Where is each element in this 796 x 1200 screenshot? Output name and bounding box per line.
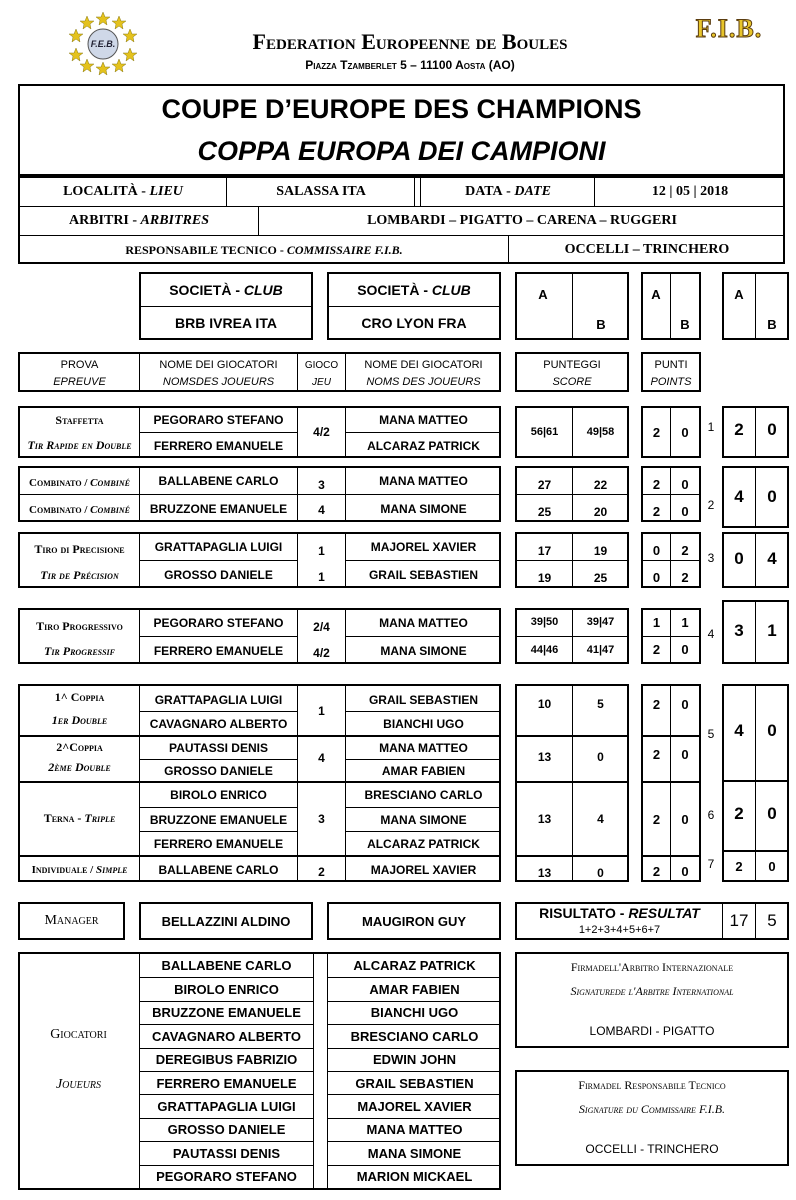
event4-total-b: 1 <box>767 621 777 640</box>
tech-signature-names: OCCELLI - TRINCHERO <box>585 1142 719 1156</box>
team-a-player: CAVAGNARO ALBERTO <box>140 1024 313 1047</box>
event6-score-a: 13 <box>537 812 552 826</box>
referees-value: LOMBARDI – PIGATTO – CARENA – RUGGERI <box>367 213 677 228</box>
event2-player-a2: BRUZZONE EMANUELE <box>149 502 288 516</box>
event3-score-a2: 19 <box>537 571 552 585</box>
score-b-letter: B <box>596 316 606 332</box>
event5-player-a2: CAVAGNARO ALBERTO <box>149 717 288 731</box>
event4-game-2: 4/2 <box>313 646 330 660</box>
event5-points-2a: 2 <box>652 746 661 762</box>
event5-total-b: 0 <box>767 721 777 740</box>
event5-player-a1: GRATTAPAGLIA LUIGI <box>154 693 283 707</box>
event5-score-2a: 13 <box>537 750 552 764</box>
team-b-club-label: SOCIETÀ - CLUB <box>357 282 471 298</box>
event3-points-b2: 2 <box>681 569 689 585</box>
event4-number: 4 <box>707 627 715 641</box>
team-a-name: BRB IVREA ITA <box>175 315 277 331</box>
event4-score-a2: 44|46 <box>530 644 559 656</box>
event4-points-b2: 0 <box>681 641 689 657</box>
feb-logo-text: F.E.B. <box>90 39 116 49</box>
team-b-player: EDWIN JOHN <box>328 1048 501 1071</box>
event4-score-b2: 41|47 <box>586 644 615 656</box>
col-punteggi: PUNTEGGI <box>543 359 601 371</box>
event5-player-b1: GRAIL SEBASTIEN <box>368 693 479 707</box>
event5-player-b3: MANA MATTEO <box>379 741 468 755</box>
event2-score-a2: 25 <box>537 505 552 519</box>
event3-points-b1: 2 <box>681 542 689 558</box>
event3-game-1: 1 <box>318 544 325 558</box>
event3-score-b1: 19 <box>593 544 608 558</box>
referee-signature-names: LOMBARDI - PIGATTO <box>589 1024 715 1038</box>
col-nome-b: NOME DEI GIOCATORI <box>364 359 483 371</box>
event5-total-a: 4 <box>734 721 744 740</box>
event5-points-1b: 0 <box>681 696 689 712</box>
event7-label: Individuale / Simple <box>31 864 128 876</box>
event1-number: 1 <box>707 420 715 434</box>
event3-label-it: Tiro di Precisione <box>34 541 125 556</box>
event4-label-fr: Tir Progressif <box>43 643 116 658</box>
team-a-player: FERRERO EMANUELE <box>140 1071 313 1094</box>
players-label-it: Giocatori <box>50 1027 107 1042</box>
result-b: 5 <box>767 911 777 930</box>
event1-points-b: 0 <box>681 424 689 440</box>
event5-couple2-fr: 2ème Double <box>48 759 111 774</box>
event1-score-b: 49|58 <box>586 426 615 438</box>
event1-label-fr: Tir Rapide en Double <box>27 437 132 452</box>
event4-total-a: 3 <box>734 621 744 640</box>
event2-score-a1: 27 <box>537 478 552 492</box>
manager-b: MAUGIRON GUY <box>362 913 466 929</box>
event5-player-a4: GROSSO DANIELE <box>164 764 273 778</box>
event5-points-1a: 2 <box>652 696 661 712</box>
team-b-player: AMAR FABIEN <box>328 977 501 1000</box>
location-value: SALASSA ITA <box>276 184 366 199</box>
col-points: POINTS <box>650 376 692 388</box>
event5-player-b4: AMAR FABIEN <box>381 764 466 778</box>
referees-label: ARBITRI - ARBITRES <box>68 213 210 228</box>
event5-points-2b: 0 <box>681 746 689 762</box>
col-noms-a: NOMSDES JOUEURS <box>162 376 275 388</box>
event2-player-a1: BALLABENE CARLO <box>158 474 279 488</box>
event5-score-1a: 10 <box>537 697 552 711</box>
event3-number: 3 <box>707 551 715 565</box>
event5-score-2b: 0 <box>597 750 604 764</box>
event7-total-a: 2 <box>735 858 743 874</box>
event2-game-1: 3 <box>318 478 325 492</box>
event7-player-a1: BALLABENE CARLO <box>158 863 279 877</box>
event4-score-a1: 39|50 <box>530 616 559 628</box>
event6-total-b: 0 <box>767 804 777 823</box>
team-b-name: CRO LYON FRA <box>361 315 467 331</box>
tech-label: RESPONSABILE TECNICO - COMMISSAIRE F.I.B. <box>125 242 403 257</box>
fib-logo-text: F.I.B. <box>695 14 763 43</box>
event1-game: 4/2 <box>313 425 330 439</box>
col-nome-a: NOME DEI GIOCATORI <box>159 359 278 371</box>
event2-score-b2: 20 <box>593 505 608 519</box>
col-prova: PROVA <box>60 359 99 371</box>
col-noms-b: NOMS DES JOUEURS <box>366 376 481 388</box>
total-b-letter: B <box>767 316 777 332</box>
event5-score-1b: 5 <box>597 697 604 711</box>
event3-total-a: 0 <box>734 549 744 568</box>
referee-signature-line2: Signaturede l'Arbitre International <box>570 983 734 998</box>
manager-label: Manager <box>44 913 99 928</box>
tech-signature-line1: Firmadel Responsabile Tecnico <box>578 1077 726 1092</box>
date-label: DATA - DATE <box>465 184 551 199</box>
event6-total-a: 2 <box>734 804 744 823</box>
event3-score-a1: 17 <box>537 544 552 558</box>
result-a: 17 <box>729 911 749 930</box>
feb-logo <box>68 10 138 76</box>
team-b-player: BIANCHI UGO <box>328 1001 501 1024</box>
manager-a: BELLAZZINI ALDINO <box>161 913 291 929</box>
event7-score-a: 13 <box>537 866 552 880</box>
col-jeu: JEU <box>312 376 331 388</box>
tech-signature-line2: Signature du Commissaire F.I.B. <box>578 1101 726 1116</box>
event2-points-b1: 0 <box>681 476 689 492</box>
tech-value: OCCELLI – TRINCHERO <box>564 242 730 257</box>
col-score: SCORE <box>552 376 592 388</box>
event6-points-b: 0 <box>681 811 689 827</box>
col-epreuve: EPREUVE <box>53 376 106 388</box>
result-label: RISULTATO - RESULTAT <box>539 905 700 921</box>
org-name: Federation Europeenne de Boules <box>252 29 568 54</box>
event6-score-b: 4 <box>597 812 604 826</box>
event7-total-b: 0 <box>768 858 776 874</box>
event3-player-a2: GROSSO DANIELE <box>164 568 273 582</box>
team-b-player: MARION MICKAEL <box>328 1165 501 1188</box>
event2-player-b2: MANA SIMONE <box>380 502 467 516</box>
event7-number: 7 <box>707 857 715 871</box>
event7-game: 2 <box>318 865 325 879</box>
event4-score-b1: 39|47 <box>586 616 615 628</box>
event4-player-b1: MANA MATTEO <box>379 616 468 630</box>
event1-player-a2: FERRERO EMANUELE <box>153 439 284 453</box>
event5-number: 5 <box>707 727 715 741</box>
event3-total-b: 4 <box>767 549 777 568</box>
event4-label-it: Tiro Progressivo <box>36 618 123 633</box>
team-a-player: BIROLO ENRICO <box>140 977 313 1000</box>
team-b-player: BRESCIANO CARLO <box>328 1024 501 1047</box>
players-team-a-list <box>140 954 313 1188</box>
event1-score-a: 56|61 <box>530 426 559 438</box>
event4-player-a1: PEGORARO STEFANO <box>153 616 284 630</box>
event6-player-a1: BIROLO ENRICO <box>170 788 267 802</box>
event1-total-b: 0 <box>767 420 777 439</box>
team-b-player: MANA SIMONE <box>328 1141 501 1164</box>
event1-player-a1: PEGORARO STEFANO <box>153 413 284 427</box>
event2-total-b: 0 <box>767 487 777 506</box>
event5-couple1-it: 1^ Coppia <box>54 689 105 704</box>
team-a-player: GROSSO DANIELE <box>140 1118 313 1141</box>
title-fr: COUPE D’EUROPE DES CHAMPIONS <box>161 93 642 124</box>
event7-player-b1: MAJOREL XAVIER <box>370 863 477 877</box>
players-label-fr: Joueurs <box>55 1077 102 1092</box>
team-a-player: BRUZZONE EMANUELE <box>140 1001 313 1024</box>
event4-player-b2: MANA SIMONE <box>380 644 467 658</box>
event4-player-a2: FERRERO EMANUELE <box>153 644 284 658</box>
title-it: COPPA EUROPA DEI CAMPIONI <box>197 135 606 166</box>
event2-total-a: 4 <box>734 487 744 506</box>
event6-player-b1: BRESCIANO CARLO <box>364 788 483 802</box>
event2-number: 2 <box>707 498 715 512</box>
event5-player-a3: PAUTASSI DENIS <box>169 741 268 755</box>
score-a-letter: A <box>538 286 548 302</box>
event7-points-b: 0 <box>681 863 689 879</box>
event6-number: 6 <box>707 808 715 822</box>
team-a-player: GRATTAPAGLIA LUIGI <box>140 1094 313 1117</box>
players-team-b-list <box>328 954 501 1188</box>
event3-points-a1: 0 <box>652 542 661 558</box>
event2-score-b1: 22 <box>593 478 608 492</box>
event5-game-2: 4 <box>318 751 325 765</box>
event1-player-b1: MANA MATTEO <box>379 413 468 427</box>
event1-label-it: Staffetta <box>55 412 104 427</box>
event7-points-a: 2 <box>652 863 661 879</box>
event2-player-b1: MANA MATTEO <box>379 474 468 488</box>
event6-player-a2: BRUZZONE EMANUELE <box>149 813 288 827</box>
events-567-points-box <box>641 684 701 882</box>
team-a-player: PEGORARO STEFANO <box>140 1165 313 1188</box>
fib-logo <box>676 12 782 46</box>
points-a-letter: A <box>651 286 661 302</box>
total-a-letter: A <box>734 286 744 302</box>
event1-total-a: 2 <box>734 420 744 439</box>
team-a-player: DEREGIBUS FABRIZIO <box>140 1048 313 1071</box>
event3-score-b2: 25 <box>593 571 608 585</box>
event1-points-a: 2 <box>652 424 661 440</box>
event3-player-a1: GRATTAPAGLIA LUIGI <box>154 540 283 554</box>
event4-points-a2: 2 <box>652 641 661 657</box>
event4-points-b1: 1 <box>681 614 689 630</box>
event2-label-1: Combinato / Combiné <box>29 477 130 489</box>
event4-points-a1: 1 <box>652 614 661 630</box>
points-b-letter: B <box>680 316 690 332</box>
event3-player-b1: MAJOREL XAVIER <box>370 540 477 554</box>
event2-points-b2: 0 <box>681 503 689 519</box>
team-a-club-label: SOCIETÀ - CLUB <box>169 282 283 298</box>
team-a-player: BALLABENE CARLO <box>161 958 292 974</box>
event3-label-fr: Tir de Précision <box>40 567 119 582</box>
org-address: Piazza Tzamberlet 5 – 11100 Aosta (AO) <box>305 58 515 72</box>
team-b-player: MANA MATTEO <box>328 1118 501 1141</box>
team-b-player: ALCARAZ PATRICK <box>353 958 476 974</box>
event2-points-a1: 2 <box>652 476 661 492</box>
event2-points-a2: 2 <box>652 503 661 519</box>
event7-score-b: 0 <box>597 866 604 880</box>
result-formula: 1+2+3+4+5+6+7 <box>578 924 661 936</box>
location-label: LOCALITÀ - LIEU <box>63 184 183 199</box>
event6-player-b3: ALCARAZ PATRICK <box>367 837 480 851</box>
event6-label: Terna - Triple <box>43 810 116 825</box>
event3-player-b2: GRAIL SEBASTIEN <box>368 568 479 582</box>
event6-player-b2: MANA SIMONE <box>380 813 467 827</box>
team-b-player: MAJOREL XAVIER <box>328 1094 501 1117</box>
event6-game: 3 <box>318 812 325 826</box>
event6-player-a3: FERRERO EMANUELE <box>153 837 284 851</box>
team-a-player: PAUTASSI DENIS <box>140 1141 313 1164</box>
event5-couple2-it: 2^Coppia <box>56 739 103 754</box>
event5-player-b2: BIANCHI UGO <box>383 717 464 731</box>
event2-game-2: 4 <box>318 503 325 517</box>
event1-player-b2: ALCARAZ PATRICK <box>367 439 480 453</box>
team-b-player: GRAIL SEBASTIEN <box>328 1071 501 1094</box>
event2-label-2: Combinato / Combiné <box>29 504 130 516</box>
event4-game-1: 2/4 <box>313 620 330 634</box>
event5-game-1: 1 <box>318 704 325 718</box>
event3-game-2: 1 <box>318 570 325 584</box>
col-gioco: GIOCO <box>304 359 339 371</box>
event3-points-a2: 0 <box>652 569 661 585</box>
referee-signature-line1: Firmadell'Arbitro Internazionale <box>570 959 734 974</box>
date-value: 12 | 05 | 2018 <box>651 184 729 199</box>
event6-points-a: 2 <box>652 811 661 827</box>
event5-couple1-fr: 1er Double <box>51 712 108 727</box>
col-punti: PUNTI <box>654 359 688 371</box>
